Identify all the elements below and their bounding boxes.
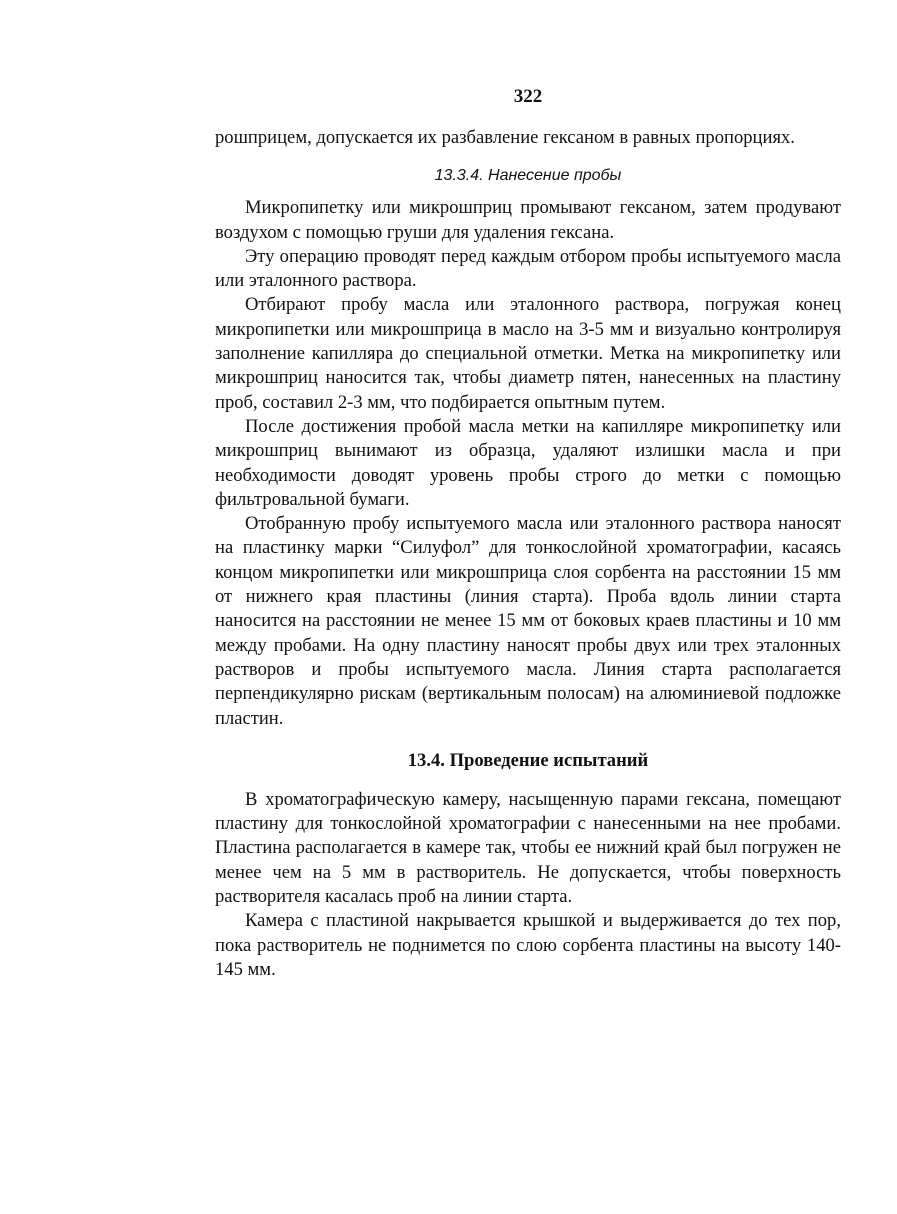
paragraph: Отбирают пробу масла или эталонного раствора, погружая конец микропипетки или микрошприца в масло на 3-5 мм и визуально контролируя заполнение капилляра до специальной отметки. Метка на микропипетку или микрошприц наносится так, чтобы диаметр пятен, нанесенных на пластину проб, составил 2-3 мм, что подбирается опытным путем. <box>215 294 841 413</box>
document-page <box>215 84 841 982</box>
paragraph: После достижения пробой масла метки на капилляре микропипетку или микрошприц вынимают из образца, удаляют излишки масла и при необходимости доводят уровень пробы строго до метки с помощью фильтровальной бумаги. <box>215 415 841 510</box>
paragraph: В хроматографическую камеру, насыщенную парами гексана, помещают пластину для тонкослойной хроматографии с нанесенными на нее пробами. Пластина располагается в камере так, чтобы ее нижний край был погружен не менее чем на 5 мм в растворитель. Не допускается, чтобы поверхность растворителя касалась проб на линии старта. <box>215 788 841 908</box>
page-number: 322 <box>513 86 543 107</box>
paragraph: Отобранную пробу испытуемого масла или эталонного раствора наносят на пластинку марки “Силуфол” для тонкослойной хроматографии, касаясь концом микропипетки или микрошприца слоя сорбента на расстоянии 15 мм от нижнего края пластины (линия старта). Проба вдоль линии старта наносится на расстоянии не менее 15 мм от боковых краев пластины и 10 мм между пробами. На одну пластину наносят пробы двух или трех эталонных растворов и пробы испытуемого масла. Линия старта располагается перпендикулярно рискам (вертикальным полосам) на алюминиевой подложке пластин. <box>215 513 841 729</box>
paragraph: Камера с пластиной накрывается крышкой и выдерживается до тех пор, пока растворитель не поднимется по слою сорбента пластины на высоту 140-145 мм. <box>215 910 841 980</box>
section-title-13-3-4: 13.3.4. Нанесение пробы <box>434 167 622 185</box>
section-title-13-4: 13.4. Проведение испытаний <box>407 749 649 771</box>
paragraph: Эту операцию проводят перед каждым отбором пробы испытуемого масла или эталонного раствора. <box>215 245 841 292</box>
paragraph-continued: рошприцем, допускается их разбавление гексаном в равных пропорциях. <box>215 127 795 148</box>
paragraph: Микропипетку или микрошприц промывают гексаном, затем продувают воздухом с помощью груши для удаления гексана. <box>215 197 841 243</box>
